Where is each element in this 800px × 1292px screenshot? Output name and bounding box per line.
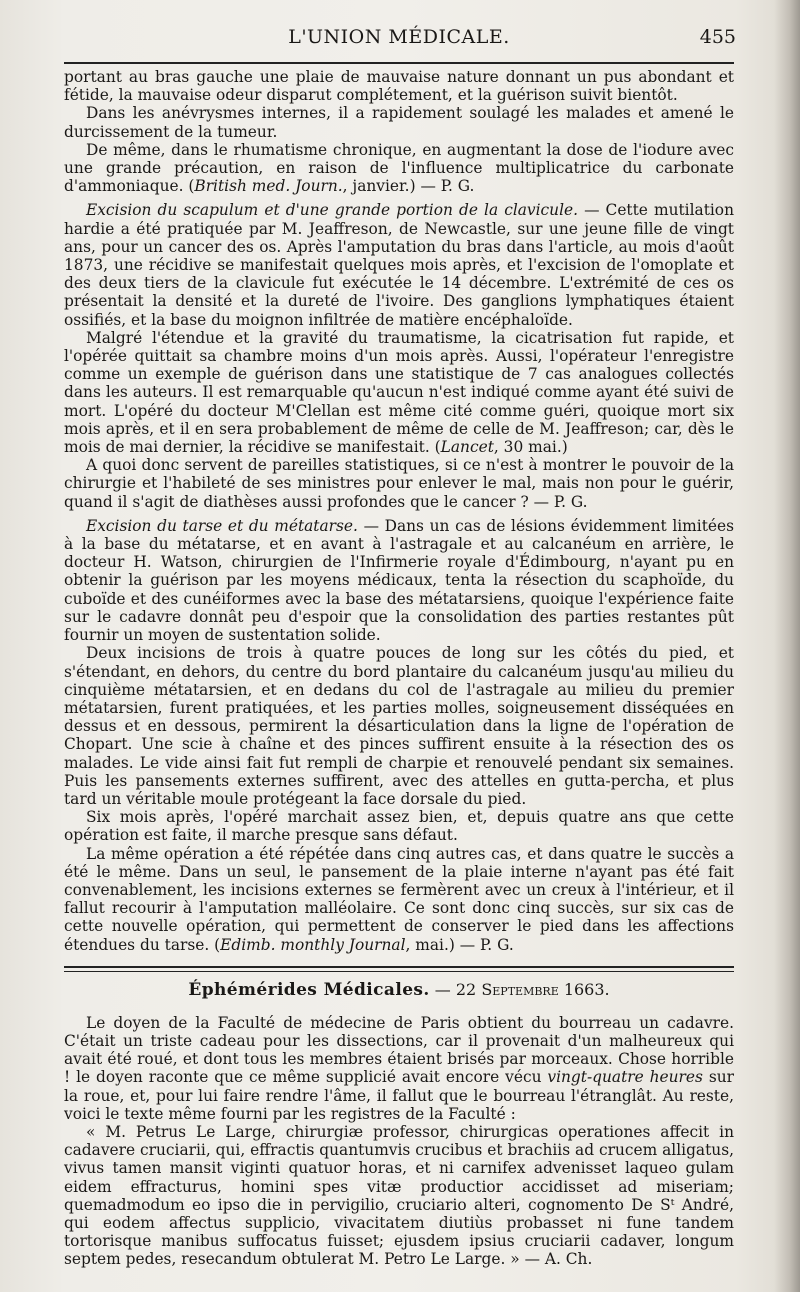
- page-edge-shadow: [774, 0, 800, 1292]
- paragraph: [64, 141, 734, 196]
- paragraph: [64, 201, 734, 328]
- latin-quote: « M. Petrus Le Large, chirurgiæ professor, chirurgicas operationes affecit in cadavere cruciarii, qui, effractis quantumvis crucibus et brachiis ad crucem alligatus, vivus tamen mansit viginti quatuor horas, et ni carnifex advenisset laqueo gulam eidem effracturus, homini spes vitæ productior accidisset ad miseriam; quemadmodum eo ipso die in pervigilio, cruciario alteri, cognomento De Sᵗ André, qui eodem affectus supplicio, vivacitatem diutiùs probasset ni fune tandem tortorisque manibus suffocatus fuisset; ejusdem ipsius cruciarii cadaver, longum septem pedes, resecandum obtulerat M. Petro Le Large. » — A. Ch.: [64, 1122, 734, 1269]
- section-heading: [64, 980, 734, 1000]
- paragraph-text: — Cette mutilation hardie a été pratiquée par M. Jeaffreson, de Newcastle, sur une jeune fille de vingt ans, pour un cancer des os. Après l'amputation du bras dans l'article, au mois d'août 1873, une récidive se manifestait quelques mois après, et l'excision de l'omoplate et des deux tiers de la clavicule fut exécutée le 14 décembre. L'extrémité de ces os présentait la densité et la dureté de l'ivoire. Des ganglions lymphatiques étaient ossifiés, et la base du moignon infiltrée de matière encéphaloïde.: [64, 201, 734, 329]
- article-tarse: [64, 517, 734, 954]
- emphasis: vingt-quatre heures: [547, 1068, 703, 1087]
- article-title: Excision du scapulum et d'une grande portion de la clavicule.: [86, 201, 578, 220]
- paragraph: [64, 845, 734, 954]
- paragraph: Dans les anévrysmes internes, il a rapidement soulagé les malades et amené le durcissement de la tumeur.: [64, 104, 734, 141]
- paragraph-text: Le doyen de la Faculté de médecine de Paris obtient du bourreau un cadavre. C'était un triste cadeau pour les dissections, car il provenait d'un malheureux qui avait été roué, et dont tous les membres étaient brisés par morceaux. Chose horrible ! le doyen raconte que ce même supplicié avait encore vécu: [64, 1013, 734, 1087]
- section-title: Éphémérides Médicales.: [188, 979, 430, 1000]
- paragraph-text: , mai.) — P. G.: [405, 935, 514, 954]
- page-content: [64, 26, 734, 1269]
- paragraph-text: De même, dans le rhumatisme chronique, en augmentant la dose de l'iodure avec une grande précaution, en raison de l'influence multiplicatrice du carbonate d'ammoniaque. (: [64, 140, 734, 196]
- continued-article: [64, 68, 734, 195]
- paragraph: Deux incisions de trois à quatre pouces de long sur les côtés du pied, et s'étendant, en dehors, du centre du bord plantaire du calcanéum jusqu'au milieu du cinquième métatarsien, et en dedans du col de l'astragale au milieu du premier métatarsien, furent pratiquées, et les parties molles, soigneusement disséquées en dessus et en dessous, permirent la désarticulation dans la ligne de l'opération de Chopart. Une scie à chaîne et des pinces suffirent ensuite à la résection des os malades. Le vide ainsi fait fut rempli de charpie et renouvelé pendant six semaines. Puis les pansements externes suffirent, avec des attelles en gutta-percha, et plus tard un véritable moule protégeant la face dorsale du pied.: [64, 644, 734, 808]
- running-header: [64, 26, 734, 58]
- citation: British med. Journ.: [194, 177, 343, 196]
- paragraph: Six mois après, l'opéré marchait assez bien, et, depuis quatre ans que cette opération est faite, il marche presque sans défaut.: [64, 808, 734, 845]
- paragraph-text: , 30 mai.): [493, 438, 568, 457]
- paragraph-text: — Dans un cas de lésions évidemment limitées à la base du métatarse, et en avant à l'astragale et au calcanéum en arrière, le docteur H. Watson, chirurgien de l'Infirmerie royale d'Édimbourg, n'ayant pu en obtenir la guérison par les moyens médicaux, tenta la résection du scaphoïde, du cuboïde et des cunéiformes avec la base des métatarsiens, quoique l'expérience faite sur le cadavre donnât peu d'espoir que la consolidation des parties restantes pût fournir un moyen de sustentation solide.: [64, 516, 734, 645]
- section-date: — 22 Septembre 1663.: [429, 979, 610, 999]
- ephemerides-section: [64, 980, 734, 1269]
- paragraph-text: sur la roue, et, pour lui faire rendre l'âme, il fallut que le bourreau l'étranglât. Au reste, voici le texte même fourni par les registres de la Faculté :: [64, 1068, 734, 1123]
- citation: Edimb. monthly Journal: [220, 935, 406, 954]
- page-number: 455: [699, 26, 736, 48]
- paragraph: portant au bras gauche une plaie de mauvaise nature donnant un pus abondant et fétide, la mauvaise odeur disparut complétement, et la guérison suivit bientôt.: [64, 68, 734, 105]
- paragraph: [64, 1014, 734, 1123]
- journal-title: L'UNION MÉDICALE.: [288, 26, 510, 48]
- section-separator: [64, 966, 734, 972]
- article-scapulum: [64, 201, 734, 510]
- paragraph: [64, 329, 734, 456]
- paragraph: [64, 517, 734, 644]
- paragraph-text: La même opération a été répétée dans cinq autres cas, et dans quatre le succès a été le même. Dans un seul, le pansement de la plaie interne n'ayant pas été fait convenablement, les incisions externes se fermèrent avec un creux à l'intérieur, et il fallut recourir à l'amputation malléolaire. Ce sont donc cinq succès, sur six cas de cette nouvelle opération, qui permettent de conserver le pied dans les affections étendues du tarse. (: [64, 844, 734, 954]
- header-rule: [64, 62, 734, 64]
- paragraph-text: Malgré l'étendue et la gravité du traumatisme, la cicatrisation fut rapide, et l'opérée quittait sa chambre moins d'un mois après. Aussi, l'opérateur l'enregistre comme un exemple de guérison dans une statistique de 7 cas analogues collectés dans les auteurs. Il est remarquable qu'aucun n'est indiqué comme ayant été suivi de mort. L'opéré du docteur M'Clellan est même cité comme guéri, quoique mort six mois après, et il en sera probablement de même de celle de M. Jeaffreson; car, dès le mois de mai dernier, la récidive se manifestait. (: [64, 328, 734, 457]
- paragraph: A quoi donc servent de pareilles statistiques, si ce n'est à montrer le pouvoir de la chirurgie et l'habileté de ses ministres pour enlever le mal, mais non pour le guérir, quand il s'agit de diathèses aussi profondes que le cancer ? — P. G.: [64, 456, 734, 511]
- paragraph-text: , janvier.) — P. G.: [342, 177, 475, 196]
- citation: Lancet: [440, 438, 494, 457]
- article-title: Excision du tarse et du métatarse.: [86, 516, 358, 535]
